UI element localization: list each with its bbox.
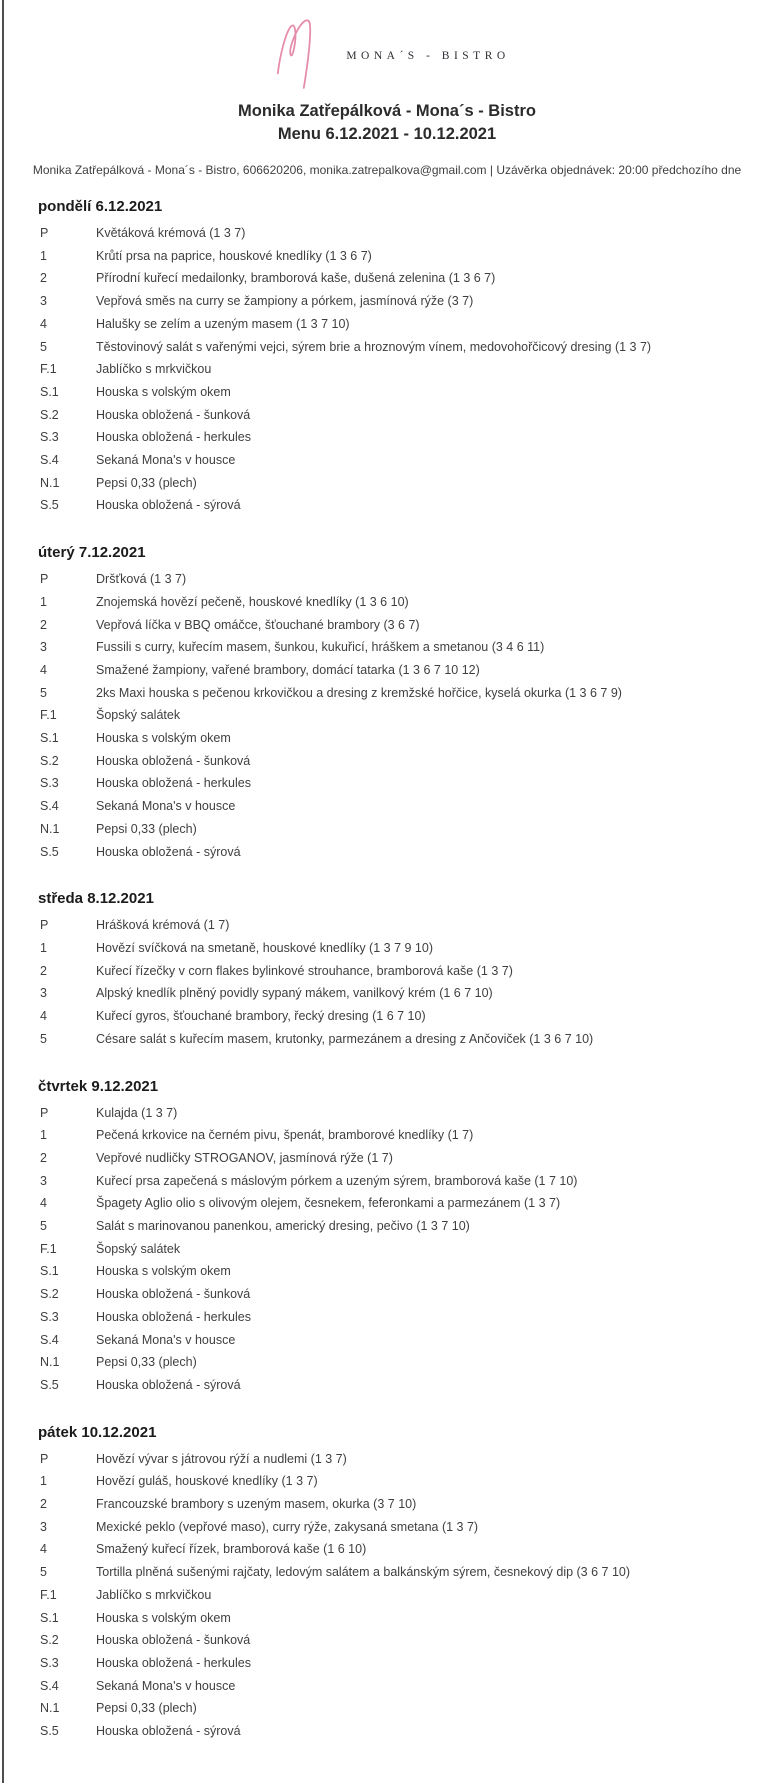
menu-item-text: Pepsi 0,33 (plech) [96, 821, 197, 836]
menu-item-code: S.5 [40, 498, 59, 513]
menu-row [38, 381, 774, 404]
day-heading: středa 8.12.2021 [38, 890, 154, 908]
menu-item-code: P [40, 1451, 49, 1466]
menu-item-text: Sekaná Mona's v housce [96, 453, 236, 468]
menu-item-code: S.5 [40, 844, 59, 859]
menu-row [38, 614, 774, 637]
menu-item-text: Fussili s curry, kuřecím masem, šunkou, kukuřicí, hráškem a smetanou (3 4 6 11) [96, 640, 545, 655]
menu-item-text: 2ks Maxi houska s pečenou krkovičkou a dresing z kremžské hořčice, kyselá okurka (1 3 6 7 9) [96, 685, 622, 700]
menu-item-text: Znojemská hovězí pečeně, houskové knedlíky (1 3 6 10) [96, 594, 409, 609]
menu-item-code: S.1 [40, 384, 59, 399]
menu-item-code: 3 [40, 1173, 47, 1188]
menu-row [38, 960, 774, 983]
menu-item-text: Vepřové nudličky STROGANOV, jasmínová rýže (1 7) [96, 1150, 393, 1165]
menu-row [38, 1192, 774, 1215]
menu-item-code: N.1 [40, 475, 60, 490]
menu-item-text: Tortilla plněná sušenými rajčaty, ledovým salátem a balkánským sýrem, česnekový dip (3 6 7 10) [96, 1565, 631, 1580]
day-section [38, 1078, 774, 1397]
menu-days [0, 198, 774, 1783]
menu-item-code: F.1 [40, 362, 57, 377]
menu-item-code: 4 [40, 1542, 47, 1557]
menu-item-text: Hrášková krémová (1 7) [96, 918, 230, 933]
menu-row [38, 1102, 774, 1125]
menu-row [38, 659, 774, 682]
menu-item-text: Kuřecí prsa zapečená s máslovým pórkem a uzeným sýrem, bramborová kaše (1 7 10) [96, 1173, 578, 1188]
menu-row [38, 1351, 774, 1374]
menu-row [38, 1147, 774, 1170]
menu-row [38, 313, 774, 336]
day-rows [38, 1102, 774, 1397]
day-rows [38, 568, 774, 863]
day-section [38, 890, 774, 1050]
menu-item-code: F.1 [40, 1587, 57, 1602]
menu-row [38, 914, 774, 937]
day-section [38, 1424, 774, 1743]
menu-row [38, 1584, 774, 1607]
menu-item-text: Kuřecí řízečky v corn flakes bylinkové strouhance, bramborová kaše (1 3 7) [96, 963, 513, 978]
menu-row [38, 1028, 774, 1051]
day-heading: pondělí 6.12.2021 [38, 198, 163, 215]
menu-item-text: Houska obložená - šunková [96, 1287, 251, 1302]
menu-item-text: Alpský knedlík plněný povidly sypaný mákem, vanilkový krém (1 6 7 10) [96, 986, 493, 1001]
menu-item-text: Vepřová líčka v BBQ omáčce, šťouchané brambory (3 6 7) [96, 617, 420, 632]
day-heading: úterý 7.12.2021 [38, 544, 146, 562]
menu-item-code: S.5 [40, 1377, 59, 1392]
menu-item-text: Dršťková (1 3 7) [96, 572, 187, 587]
menu-item-code: 3 [40, 1519, 47, 1534]
menu-item-code: 1 [40, 1474, 47, 1489]
day-heading: čtvrtek 9.12.2021 [38, 1077, 159, 1095]
menu-row [38, 1493, 774, 1516]
day-rows [38, 222, 774, 517]
menu-item-text: Houska obložená - sýrová [96, 498, 241, 513]
menu-row [38, 1283, 774, 1306]
menu-item-text: Špagety Aglio olio s olivovým olejem, česnekem, feferonkami a parmezánem (1 3 7) [96, 1196, 561, 1211]
page-title: Monika Zatřepálková - Mona´s - Bistro [238, 102, 536, 120]
menu-item-text: Pepsi 0,33 (plech) [96, 475, 197, 490]
menu-row [38, 750, 774, 773]
menu-row [38, 222, 774, 245]
menu-item-code: 2 [40, 617, 47, 632]
menu-row [38, 1215, 774, 1238]
menu-row [38, 818, 774, 841]
menu-item-text: Jablíčko s mrkvičkou [96, 1587, 212, 1602]
menu-item-text: Smažený kuřecí řízek, bramborová kaše (1 6 10) [96, 1542, 367, 1557]
menu-row [38, 1306, 774, 1329]
menu-row [38, 1675, 774, 1698]
menu-item-text: Kuřecí gyros, šťouchané brambory, řecký dresing (1 6 7 10) [96, 1009, 426, 1024]
menu-item-code: S.3 [40, 430, 59, 445]
menu-item-code: S.4 [40, 453, 59, 468]
menu-item-text: Smažené žampiony, vařené brambory, domácí tatarka (1 3 6 7 10 12) [96, 662, 480, 677]
menu-row [38, 1329, 774, 1352]
menu-row [38, 404, 774, 427]
menu-item-code: S.2 [40, 1633, 59, 1648]
menu-row [38, 704, 774, 727]
menu-item-code: 2 [40, 1497, 47, 1512]
menu-row [38, 772, 774, 795]
menu-item-text: Sekaná Mona's v housce [96, 1332, 236, 1347]
menu-row [38, 1697, 774, 1720]
logo [0, 0, 774, 94]
menu-item-text: Houska obložená - herkules [96, 1309, 251, 1324]
menu-row [38, 1124, 774, 1147]
menu-row [38, 358, 774, 381]
menu-item-text: Houska obložená - sýrová [96, 1377, 241, 1392]
menu-item-text: Šopský salátek [96, 1241, 181, 1256]
menu-item-code: 1 [40, 940, 47, 955]
menu-item-text: Krůtí prsa na paprice, houskové knedlíky (1 3 6 7) [96, 248, 372, 263]
menu-item-code: S.4 [40, 1332, 59, 1347]
menu-item-text: Salát s marinovanou panenkou, americký dresing, pečivo (1 3 7 10) [96, 1219, 470, 1234]
menu-item-code: 4 [40, 662, 47, 677]
menu-date-range: Menu 6.12.2021 - 10.12.2021 [277, 125, 497, 143]
menu-item-code: S.5 [40, 1724, 59, 1739]
menu-item-text: Halušky se zelím a uzeným masem (1 3 7 10) [96, 316, 350, 331]
menu-row [38, 1652, 774, 1675]
menu-item-text: Květáková krémová (1 3 7) [96, 226, 246, 240]
menu-row [38, 795, 774, 818]
menu-item-text: Houska s volským okem [96, 384, 231, 399]
menu-item-text: Jablíčko s mrkvičkou [96, 362, 212, 377]
menu-row [38, 1170, 774, 1193]
menu-item-text: Vepřová směs na curry se žampiony a pórkem, jasmínová rýže (3 7) [96, 294, 474, 309]
menu-row [38, 1238, 774, 1261]
menu-item-code: 3 [40, 640, 47, 655]
menu-item-text: Pepsi 0,33 (plech) [96, 1701, 197, 1716]
menu-row [38, 245, 774, 268]
menu-row [38, 591, 774, 614]
menu-row [38, 1470, 774, 1493]
menu-item-code: N.1 [40, 821, 60, 836]
menu-row [38, 1448, 774, 1471]
menu-item-code: 1 [40, 248, 47, 263]
menu-row [38, 568, 774, 591]
menu-item-text: Hovězí guláš, houskové knedlíky (1 3 7) [96, 1474, 318, 1489]
menu-item-text: Kulajda (1 3 7) [96, 1105, 178, 1120]
menu-row [38, 1374, 774, 1397]
menu-row [38, 290, 774, 313]
menu-item-text: Houska obložená - šunková [96, 753, 251, 768]
monas-monogram-icon [264, 12, 328, 90]
menu-item-text: Houska obložená - šunková [96, 1633, 251, 1648]
menu-item-code: 5 [40, 685, 47, 700]
menu-item-text: Houska s volským okem [96, 1610, 231, 1625]
menu-item-code: 4 [40, 1196, 47, 1211]
menu-item-code: S.4 [40, 799, 59, 814]
menu-row [38, 636, 774, 659]
menu-item-text: Houska s volským okem [96, 1264, 231, 1279]
menu-row [38, 841, 774, 864]
menu-item-text: Sekaná Mona's v housce [96, 1678, 236, 1693]
menu-item-text: Césare salát s kuřecím masem, krutonky, parmezánem a dresing z Ančoviček (1 3 6 7 10) [96, 1031, 594, 1046]
menu-item-code: S.1 [40, 1264, 59, 1279]
menu-row [38, 937, 774, 960]
menu-row [38, 1607, 774, 1630]
brand-name: MONA´S - BISTRO [346, 50, 510, 62]
menu-row [38, 336, 774, 359]
menu-item-code: F.1 [40, 1241, 57, 1256]
menu-item-text: Houska obložená - herkules [96, 1655, 251, 1670]
menu-row [38, 426, 774, 449]
menu-row [38, 727, 774, 750]
menu-item-text: Francouzské brambory s uzeným masem, okurka (3 7 10) [96, 1497, 417, 1512]
menu-item-code: 5 [40, 339, 47, 354]
menu-item-code: S.2 [40, 753, 59, 768]
menu-item-text: Houska obložená - herkules [96, 776, 251, 791]
menu-item-text: Hovězí svíčková na smetaně, houskové knedlíky (1 3 7 9 10) [96, 940, 433, 955]
menu-item-code: S.2 [40, 407, 59, 422]
menu-item-text: Mexické peklo (vepřové maso), curry rýže, zakysaná smetana (1 3 7) [96, 1519, 479, 1534]
menu-item-code: F.1 [40, 708, 57, 723]
menu-item-text: Houska obložená - herkules [96, 430, 251, 445]
menu-item-text: Sekaná Mona's v housce [96, 799, 236, 814]
day-section [38, 544, 774, 863]
menu-item-code: S.3 [40, 1655, 59, 1670]
menu-item-code: 4 [40, 316, 47, 331]
contact-line: Monika Zatřepálková - Mona´s - Bistro, 606620206, monika.zatrepalkova@gmail.com | Uzávěrka objednávek: 20:00 předchozího dne [32, 163, 742, 177]
menu-item-code: S.1 [40, 731, 59, 746]
menu-item-code: 2 [40, 963, 47, 978]
menu-item-text: Houska s volským okem [96, 731, 231, 746]
menu-item-code: P [40, 1105, 49, 1120]
menu-item-code: P [40, 226, 49, 240]
menu-row [38, 982, 774, 1005]
menu-row [38, 494, 774, 517]
menu-item-text: Pepsi 0,33 (plech) [96, 1355, 197, 1370]
menu-item-text: Přírodní kuřecí medailonky, bramborová kaše, dušená zelenina (1 3 6 7) [96, 271, 496, 286]
menu-item-text: Houska obložená - sýrová [96, 1724, 241, 1739]
menu-item-code: 1 [40, 594, 47, 609]
menu-row [38, 472, 774, 495]
menu-row [38, 682, 774, 705]
menu-row [38, 449, 774, 472]
menu-item-code: S.1 [40, 1610, 59, 1625]
menu-item-code: 2 [40, 271, 47, 286]
menu-item-code: 3 [40, 294, 47, 309]
menu-row [38, 1005, 774, 1028]
day-section [38, 198, 774, 517]
menu-item-text: Houska obložená - sýrová [96, 844, 241, 859]
menu-item-code: S.3 [40, 776, 59, 791]
menu-item-text: Těstovinový salát s vařenými vejci, sýrem brie a hroznovým vínem, medovohořčicový dresing (1 3 7) [96, 339, 652, 354]
menu-item-code: N.1 [40, 1355, 60, 1370]
menu-item-text: Houska obložená - šunková [96, 407, 251, 422]
menu-item-code: 5 [40, 1031, 47, 1046]
day-rows [38, 1448, 774, 1743]
menu-item-code: P [40, 572, 49, 587]
menu-item-code: S.2 [40, 1287, 59, 1302]
menu-row [38, 267, 774, 290]
menu-row [38, 1260, 774, 1283]
menu-item-code: 2 [40, 1150, 47, 1165]
menu-row [38, 1516, 774, 1539]
menu-item-code: 5 [40, 1219, 47, 1234]
menu-item-text: Pečená krkovice na černém pivu, špenát, bramborové knedlíky (1 7) [96, 1128, 474, 1143]
menu-row [38, 1720, 774, 1743]
menu-row [38, 1561, 774, 1584]
menu-item-code: N.1 [40, 1701, 60, 1716]
menu-item-code: S.3 [40, 1309, 59, 1324]
menu-item-text: Šopský salátek [96, 708, 181, 723]
menu-item-code: 3 [40, 986, 47, 1001]
menu-item-code: 5 [40, 1565, 47, 1580]
menu-item-code: S.4 [40, 1678, 59, 1693]
day-rows [38, 914, 774, 1050]
menu-item-code: P [40, 918, 49, 933]
menu-item-code: 1 [40, 1128, 47, 1143]
day-heading: pátek 10.12.2021 [38, 1423, 157, 1441]
menu-row [38, 1629, 774, 1652]
menu-item-text: Hovězí vývar s játrovou rýží a nudlemi (1 3 7) [96, 1451, 347, 1466]
menu-item-code: 4 [40, 1009, 47, 1024]
menu-row [38, 1538, 774, 1561]
